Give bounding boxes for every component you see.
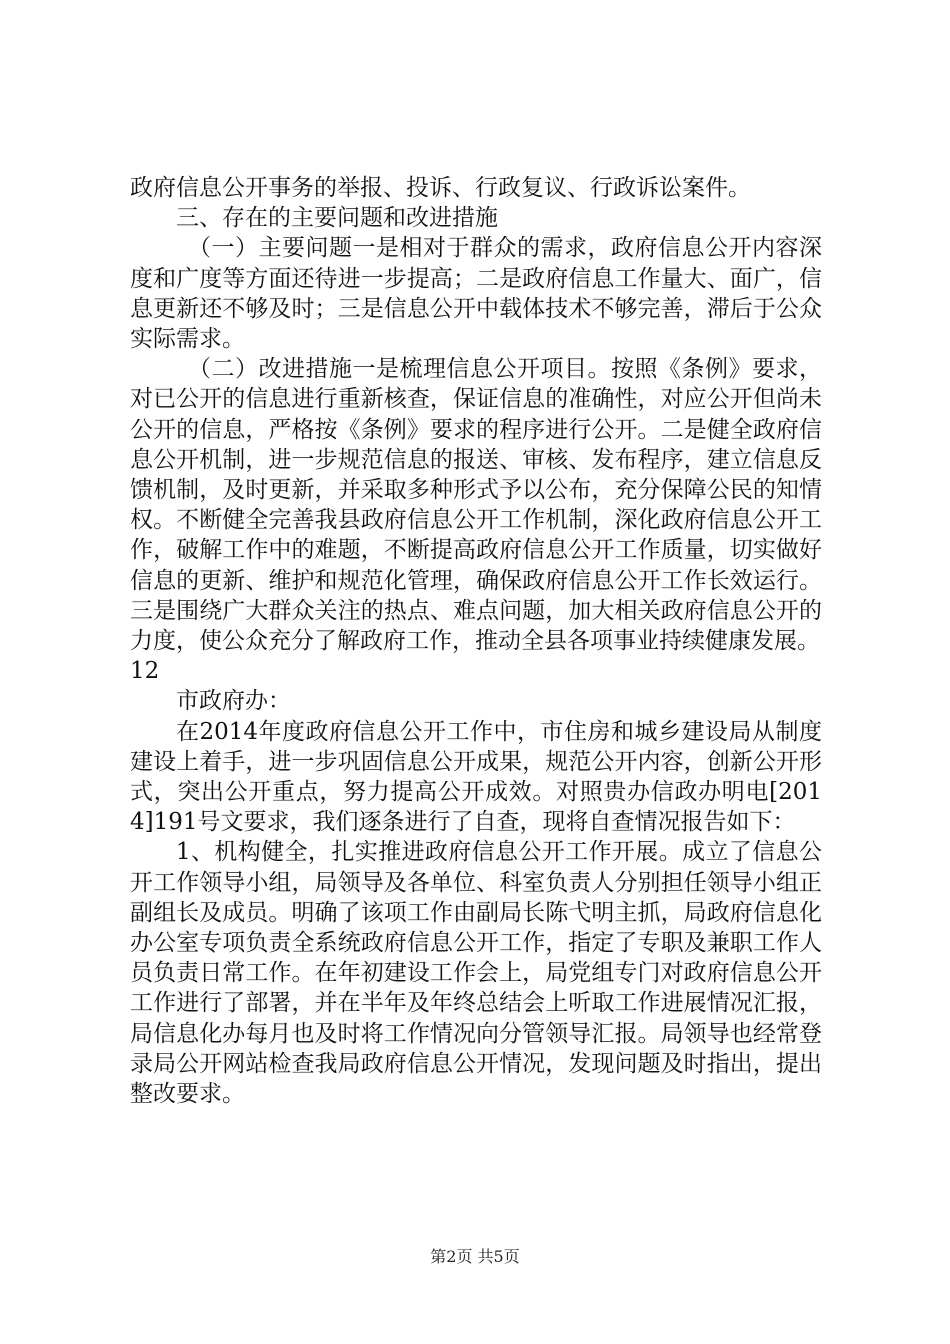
paragraph-intro: 在2014年度政府信息公开工作中，市住房和城乡建设局从制度建设上着手，进一步巩固信息公开成果，规范公开内容，创新公开形式，突出公开重点，努力提高公开成效。对照贵办信政办明电[2014]191号文要求，我们逐条进行了自查，现将自查情况报告如下： [130, 718, 822, 836]
paragraph-improvement-measures: （二）改进措施一是梳理信息公开项目。按照《条例》要求，对已公开的信息进行重新核查，保证信息的准确性，对应公开但尚未公开的信息，严格按《条例》要求的程序进行公开。二是健全政府信息公开机制，进一步规范信息的报送、审核、发布程序，建立信息反馈机制，及时更新，并采取多种形式予以公布，充分保障公民的知情权。不断健全完善我县政府信息公开工作机制，深化政府信息公开工作，破解工作中的难题，不断提高政府信息公开工作质量，切实做好信息的更新、维护和规范化管理，确保政府信息公开工作长效运行。三是围绕广大群众关注的热点、难点问题，加大相关政府信息公开的力度，使公众充分了解政府工作，推动全县各项事业持续健康发展。 [130, 356, 822, 655]
paragraph-main-problems: （一）主要问题一是相对于群众的需求，政府信息公开内容深度和广度等方面还待进一步提高；二是政府信息工作量大、面广，信息更新还不够及时；三是信息公开中载体技术不够完善，滞后于公众实际需求。 [130, 235, 822, 353]
paragraph-item-1: 1、机构健全，扎实推进政府信息公开工作开展。成立了信息公开工作领导小组，局领导及各单位、科室负责人分别担任领导小组正副组长及成员。明确了该项工作由副局长陈弋明主抓，局政府信息化办公室专项负责全系统政府信息公开工作，指定了专职及兼职工作人员负责日常工作。在年初建设工作会上，局党组专门对政府信息公开工作进行了部署，并在半年及年终总结会上听取工作进展情况汇报，局信息化办每月也及时将工作情况向分管领导汇报。局领导也经常登录局公开网站检查我局政府信息公开情况，发现问题及时指出，提出整改要求。 [130, 839, 822, 1108]
paragraph-continuation: 政府信息公开事务的举报、投诉、行政复议、行政诉讼案件。 [130, 175, 751, 201]
paragraph-salutation: 市政府办： [176, 688, 291, 715]
document-body [130, 173, 822, 1109]
paragraph-number: 12 [130, 658, 160, 685]
page-footer: 第2页 共5页 [430, 1247, 520, 1266]
section-heading-problems: 三、存在的主要问题和改进措施 [176, 205, 498, 232]
